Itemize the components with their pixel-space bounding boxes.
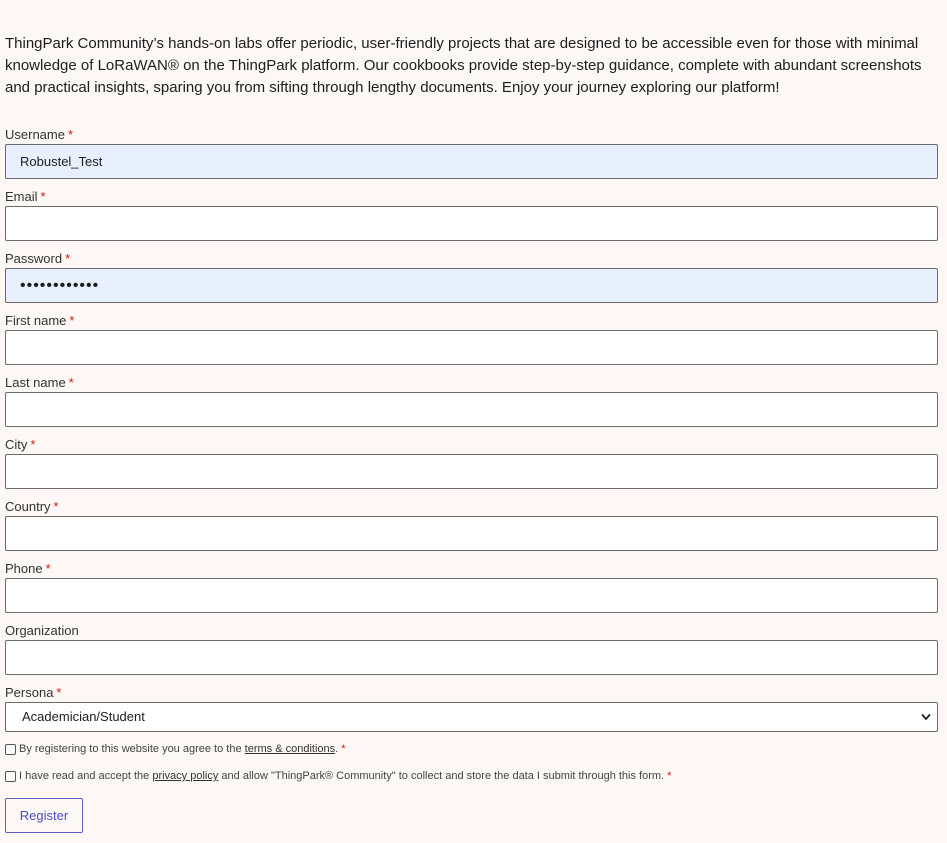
register-button[interactable]: Register xyxy=(5,798,83,833)
organization-group xyxy=(5,623,938,675)
required-marker: * xyxy=(56,685,62,700)
persona-label: Persona * xyxy=(5,685,62,700)
persona-group xyxy=(5,685,938,732)
city-group xyxy=(5,437,938,489)
required-marker: * xyxy=(67,127,74,142)
terms-checkbox[interactable] xyxy=(5,744,16,755)
required-marker: * xyxy=(40,189,46,204)
organization-input[interactable] xyxy=(5,640,938,675)
required-marker: * xyxy=(65,251,71,266)
phone-group xyxy=(5,561,938,613)
intro-text: ThingPark Community’s hands-on labs offer periodic, user-friendly projects that are designed to be accessible even for those with minimal knowledge of LoRaWAN® on the ThingPark platform. Our cookbooks provide step-by-step guidance, complete with abundant screenshots and practical insights, sparing you from sifting through lengthy documents. Enjoy your journey exploring our platform! xyxy=(5,35,922,96)
last-name-group xyxy=(5,375,938,427)
phone-input[interactable] xyxy=(5,578,938,613)
username-input[interactable] xyxy=(5,144,938,179)
terms-text-suffix: . xyxy=(335,743,339,755)
username-group xyxy=(5,127,938,179)
privacy-checkbox[interactable] xyxy=(5,771,16,782)
organization-label: Organization xyxy=(5,623,79,638)
terms-link[interactable]: terms & conditions xyxy=(244,743,336,755)
last-name-input[interactable] xyxy=(5,392,938,427)
required-marker: * xyxy=(667,770,672,782)
city-label: City * xyxy=(5,437,36,452)
last-name-label: Last name * xyxy=(5,375,74,390)
phone-label: Phone * xyxy=(5,561,51,576)
terms-consent xyxy=(5,742,345,756)
password-label: Password * xyxy=(5,251,71,266)
chevron-down-icon xyxy=(921,712,931,722)
email-group xyxy=(5,189,938,241)
email-label: Email * xyxy=(5,189,46,204)
required-marker: * xyxy=(53,499,59,514)
country-label: Country * xyxy=(5,499,59,514)
required-marker: * xyxy=(45,561,51,576)
persona-selected-value: Academician/Student xyxy=(22,709,145,724)
country-group xyxy=(5,499,938,551)
city-input[interactable] xyxy=(5,454,938,489)
required-marker: * xyxy=(68,375,74,390)
required-marker: * xyxy=(341,743,346,755)
email-input[interactable] xyxy=(5,206,938,241)
password-group xyxy=(5,251,938,303)
first-name-input[interactable] xyxy=(5,330,938,365)
required-marker: * xyxy=(69,313,75,328)
terms-text-prefix: By registering to this website you agree to the xyxy=(19,743,242,755)
username-label: Username * xyxy=(5,127,74,142)
country-input[interactable] xyxy=(5,516,938,551)
privacy-consent xyxy=(5,769,671,783)
required-marker: * xyxy=(30,437,36,452)
password-input[interactable] xyxy=(5,268,938,303)
privacy-text-suffix: and allow "ThingPark® Community" to collect and store the data I submit through this form. xyxy=(221,770,665,782)
privacy-policy-link[interactable]: privacy policy xyxy=(152,770,219,782)
first-name-group xyxy=(5,313,938,365)
first-name-label: First name * xyxy=(5,313,75,328)
persona-select[interactable] xyxy=(5,702,938,732)
privacy-text-prefix: I have read and accept the xyxy=(19,770,150,782)
